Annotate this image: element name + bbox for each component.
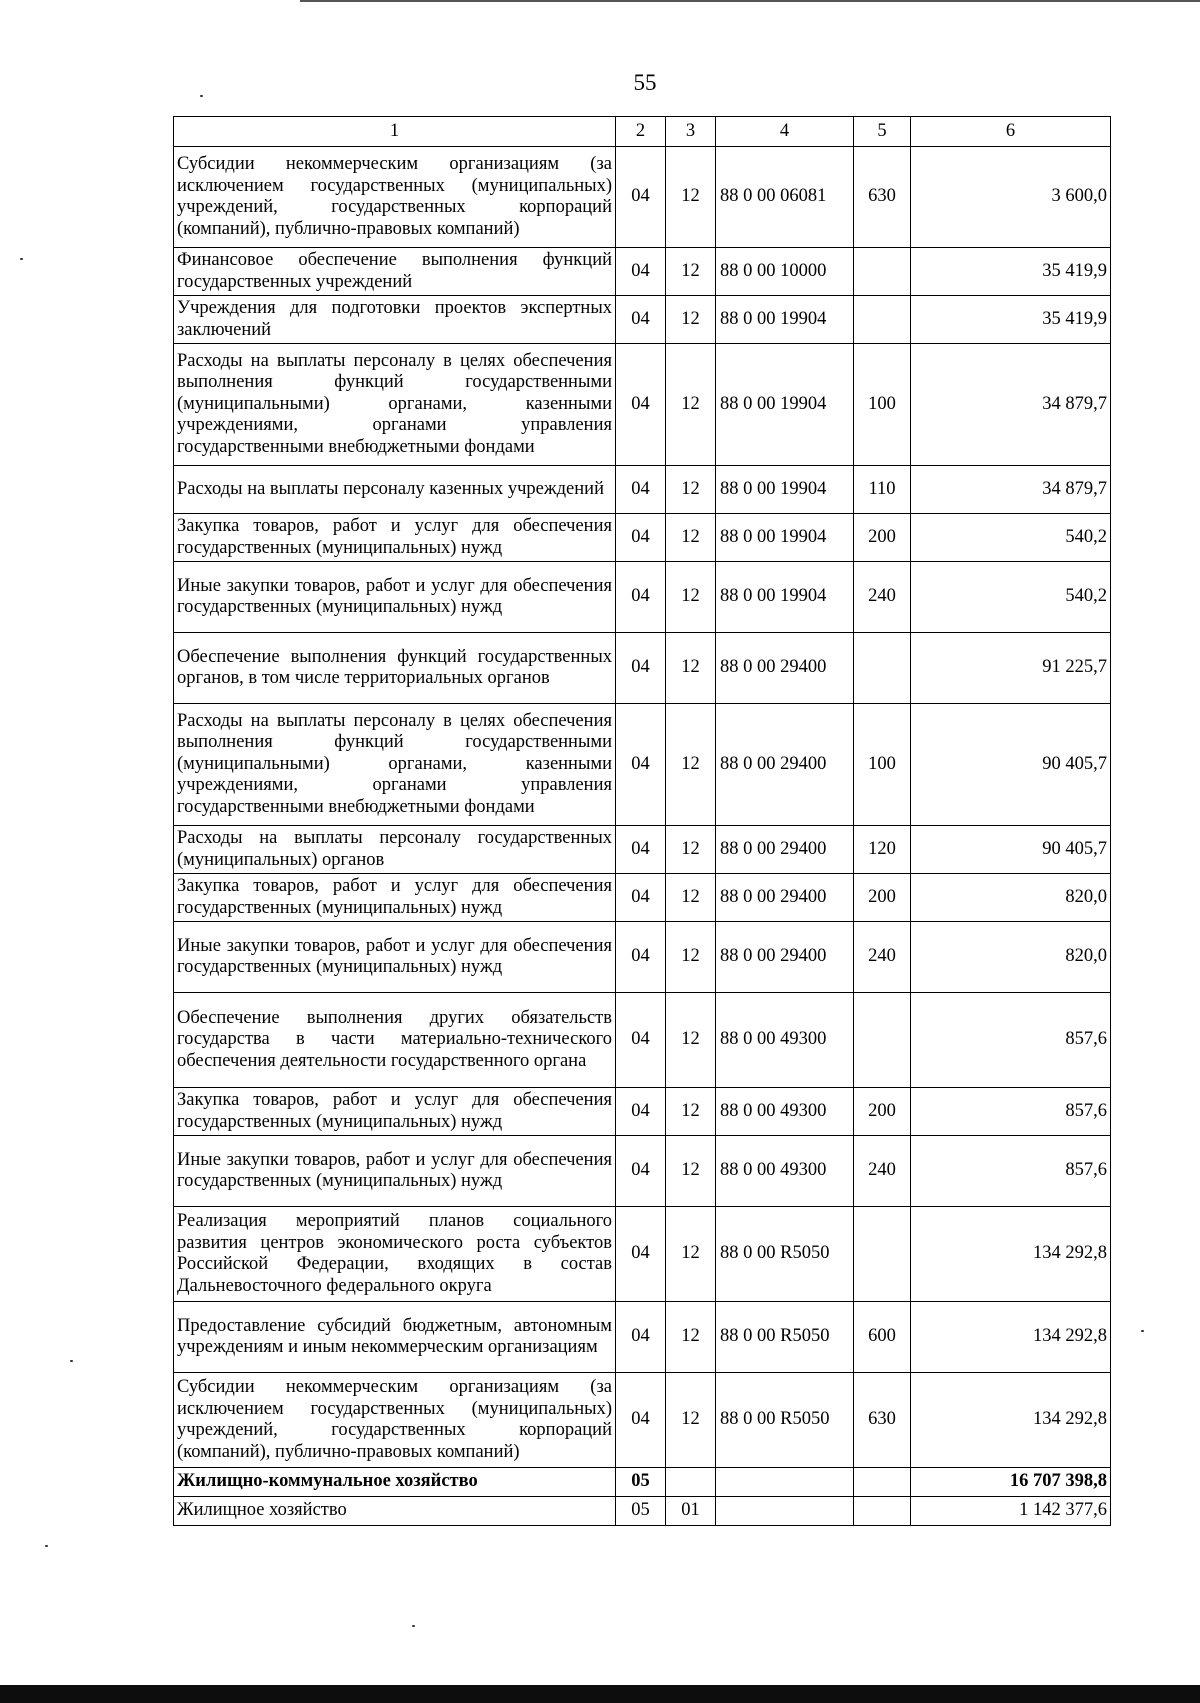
- table-row: [174, 147, 1111, 248]
- table-row: [174, 704, 1111, 826]
- cell-target-article: 88 0 00 49300: [716, 1088, 854, 1136]
- table-row: [174, 514, 1111, 562]
- cell-subsection: 12: [666, 633, 716, 704]
- cell-section: 04: [616, 874, 666, 922]
- table-row: [174, 1302, 1111, 1373]
- scan-edge-top: [300, 0, 1200, 2]
- cell-name: Учреждения для подготовки проектов экспертных заключений: [174, 296, 616, 344]
- table-row: [174, 874, 1111, 922]
- cell-expense-type: [854, 1468, 911, 1497]
- table-row: [174, 296, 1111, 344]
- cell-amount: 90 405,7: [911, 826, 1111, 874]
- cell-amount: 34 879,7: [911, 466, 1111, 514]
- cell-name: Финансовое обеспечение выполнения функций государственных учреждений: [174, 248, 616, 296]
- table-body: [174, 147, 1111, 1526]
- cell-amount: 16 707 398,8: [911, 1468, 1111, 1497]
- cell-expense-type: 240: [854, 1136, 911, 1207]
- cell-target-article: 88 0 00 R5050: [716, 1302, 854, 1373]
- cell-subsection: 12: [666, 704, 716, 826]
- cell-subsection: 12: [666, 466, 716, 514]
- scan-edge-bottom: [0, 1685, 1200, 1703]
- cell-section: 04: [616, 993, 666, 1088]
- cell-target-article: 88 0 00 29400: [716, 874, 854, 922]
- cell-subsection: 12: [666, 248, 716, 296]
- cell-expense-type: 120: [854, 826, 911, 874]
- cell-amount: 540,2: [911, 514, 1111, 562]
- header-col-3: 3: [666, 117, 716, 147]
- cell-target-article: [716, 1497, 854, 1526]
- cell-target-article: 88 0 00 10000: [716, 248, 854, 296]
- cell-target-article: 88 0 00 29400: [716, 826, 854, 874]
- cell-expense-type: [854, 296, 911, 344]
- cell-expense-type: [854, 1207, 911, 1302]
- cell-name: Расходы на выплаты персоналу государственных (муниципальных) органов: [174, 826, 616, 874]
- cell-name: Субсидии некоммерческим организациям (за исключением государственных (муниципальных) учреждений, государственных корпораций (компаний), публично-правовых компаний): [174, 147, 616, 248]
- cell-amount: 134 292,8: [911, 1373, 1111, 1468]
- cell-subsection: 12: [666, 562, 716, 633]
- cell-expense-type: 600: [854, 1302, 911, 1373]
- cell-amount: 540,2: [911, 562, 1111, 633]
- header-row: [174, 117, 1111, 147]
- cell-subsection: 01: [666, 1497, 716, 1526]
- table-row: [174, 1497, 1111, 1526]
- header-col-1: 1: [174, 117, 616, 147]
- table-row: [174, 248, 1111, 296]
- cell-subsection: 12: [666, 826, 716, 874]
- cell-subsection: 12: [666, 344, 716, 466]
- cell-amount: 857,6: [911, 1136, 1111, 1207]
- cell-target-article: 88 0 00 29400: [716, 922, 854, 993]
- cell-target-article: 88 0 00 29400: [716, 704, 854, 826]
- cell-section: 04: [616, 704, 666, 826]
- cell-name: Иные закупки товаров, работ и услуг для обеспечения государственных (муниципальных) нужд: [174, 562, 616, 633]
- table-row: [174, 562, 1111, 633]
- cell-expense-type: [854, 633, 911, 704]
- cell-name: Иные закупки товаров, работ и услуг для обеспечения государственных (муниципальных) нужд: [174, 1136, 616, 1207]
- cell-target-article: 88 0 00 49300: [716, 1136, 854, 1207]
- budget-table: [173, 116, 1111, 1526]
- cell-section: 04: [616, 248, 666, 296]
- cell-expense-type: [854, 1497, 911, 1526]
- cell-section: 04: [616, 1373, 666, 1468]
- table-row: [174, 826, 1111, 874]
- cell-target-article: 88 0 00 29400: [716, 633, 854, 704]
- cell-name: Реализация мероприятий планов социального развития центров экономического роста субъектов Российской Федерации, входящих в состав Дальневосточного федерального округа: [174, 1207, 616, 1302]
- scan-speck: [20, 258, 23, 260]
- table-row: [174, 922, 1111, 993]
- cell-target-article: 88 0 00 19904: [716, 466, 854, 514]
- cell-name: Расходы на выплаты персоналу казенных учреждений: [174, 466, 616, 514]
- cell-subsection: 12: [666, 514, 716, 562]
- cell-section: 04: [616, 147, 666, 248]
- cell-section: 05: [616, 1468, 666, 1497]
- cell-subsection: 12: [666, 1302, 716, 1373]
- table-row: [174, 1136, 1111, 1207]
- cell-name: Жилищное хозяйство: [174, 1497, 616, 1526]
- cell-name: Закупка товаров, работ и услуг для обеспечения государственных (муниципальных) нужд: [174, 1088, 616, 1136]
- cell-target-article: 88 0 00 19904: [716, 562, 854, 633]
- cell-amount: 3 600,0: [911, 147, 1111, 248]
- scan-speck: [70, 1360, 73, 1362]
- cell-target-article: 88 0 00 06081: [716, 147, 854, 248]
- scan-speck: [45, 1545, 48, 1547]
- cell-amount: 820,0: [911, 874, 1111, 922]
- cell-amount: 35 419,9: [911, 296, 1111, 344]
- table-row: [174, 1468, 1111, 1497]
- cell-amount: 91 225,7: [911, 633, 1111, 704]
- cell-expense-type: 630: [854, 1373, 911, 1468]
- cell-name: Расходы на выплаты персоналу в целях обеспечения выполнения функций государственными (муниципальными) органами, казенными учреждениями, органами управления государственными внебюджетными фондами: [174, 704, 616, 826]
- cell-name: Иные закупки товаров, работ и услуг для обеспечения государственных (муниципальных) нужд: [174, 922, 616, 993]
- cell-subsection: 12: [666, 922, 716, 993]
- cell-name: Субсидии некоммерческим организациям (за исключением государственных (муниципальных) учреждений, государственных корпораций (компаний), публично-правовых компаний): [174, 1373, 616, 1468]
- cell-target-article: 88 0 00 19904: [716, 514, 854, 562]
- table-row: [174, 1088, 1111, 1136]
- cell-expense-type: 630: [854, 147, 911, 248]
- cell-expense-type: [854, 248, 911, 296]
- cell-name: Предоставление субсидий бюджетным, автономным учреждениям и иным некоммерческим организациям: [174, 1302, 616, 1373]
- cell-subsection: 12: [666, 1207, 716, 1302]
- cell-expense-type: 240: [854, 922, 911, 993]
- cell-amount: 35 419,9: [911, 248, 1111, 296]
- cell-expense-type: 240: [854, 562, 911, 633]
- cell-expense-type: 200: [854, 874, 911, 922]
- cell-name: Обеспечение выполнения функций государственных органов, в том числе территориальных органов: [174, 633, 616, 704]
- cell-amount: 1 142 377,6: [911, 1497, 1111, 1526]
- cell-amount: 134 292,8: [911, 1207, 1111, 1302]
- cell-expense-type: 200: [854, 1088, 911, 1136]
- cell-section: 04: [616, 514, 666, 562]
- cell-subsection: [666, 1468, 716, 1497]
- table-row: [174, 344, 1111, 466]
- cell-name: Обеспечение выполнения других обязательств государства в части материально-технического обеспечения деятельности государственного органа: [174, 993, 616, 1088]
- table-row: [174, 633, 1111, 704]
- cell-section: 04: [616, 296, 666, 344]
- cell-amount: 857,6: [911, 1088, 1111, 1136]
- cell-section: 04: [616, 466, 666, 514]
- cell-subsection: 12: [666, 1373, 716, 1468]
- cell-amount: 134 292,8: [911, 1302, 1111, 1373]
- cell-subsection: 12: [666, 1088, 716, 1136]
- cell-name: Расходы на выплаты персоналу в целях обеспечения выполнения функций государственными (муниципальными) органами, казенными учреждениями, органами управления государственными внебюджетными фондами: [174, 344, 616, 466]
- cell-subsection: 12: [666, 1136, 716, 1207]
- cell-section: 04: [616, 1088, 666, 1136]
- cell-subsection: 12: [666, 147, 716, 248]
- scan-speck: [200, 95, 203, 97]
- cell-name: Закупка товаров, работ и услуг для обеспечения государственных (муниципальных) нужд: [174, 514, 616, 562]
- table-row: [174, 993, 1111, 1088]
- cell-amount: 34 879,7: [911, 344, 1111, 466]
- cell-target-article: 88 0 00 R5050: [716, 1207, 854, 1302]
- cell-section: 04: [616, 562, 666, 633]
- cell-section: 04: [616, 1302, 666, 1373]
- cell-amount: 90 405,7: [911, 704, 1111, 826]
- cell-section: 04: [616, 633, 666, 704]
- scan-speck: [1141, 1330, 1144, 1332]
- cell-amount: 820,0: [911, 922, 1111, 993]
- table-row: [174, 1373, 1111, 1468]
- cell-target-article: 88 0 00 19904: [716, 344, 854, 466]
- page-number: 55: [633, 70, 657, 95]
- cell-expense-type: 100: [854, 344, 911, 466]
- cell-section: 05: [616, 1497, 666, 1526]
- cell-section: 04: [616, 826, 666, 874]
- cell-section: 04: [616, 1207, 666, 1302]
- header-col-6: 6: [911, 117, 1111, 147]
- cell-expense-type: [854, 993, 911, 1088]
- cell-name: Жилищно-коммунальное хозяйство: [174, 1468, 616, 1497]
- cell-subsection: 12: [666, 874, 716, 922]
- cell-section: 04: [616, 1136, 666, 1207]
- cell-expense-type: 110: [854, 466, 911, 514]
- header-col-5: 5: [854, 117, 911, 147]
- cell-subsection: 12: [666, 993, 716, 1088]
- cell-section: 04: [616, 922, 666, 993]
- cell-target-article: 88 0 00 49300: [716, 993, 854, 1088]
- cell-target-article: [716, 1468, 854, 1497]
- cell-expense-type: 100: [854, 704, 911, 826]
- cell-section: 04: [616, 344, 666, 466]
- cell-target-article: 88 0 00 19904: [716, 296, 854, 344]
- header-col-4: 4: [716, 117, 854, 147]
- table-row: [174, 1207, 1111, 1302]
- cell-target-article: 88 0 00 R5050: [716, 1373, 854, 1468]
- cell-subsection: 12: [666, 296, 716, 344]
- header-col-2: 2: [616, 117, 666, 147]
- cell-expense-type: 200: [854, 514, 911, 562]
- cell-name: Закупка товаров, работ и услуг для обеспечения государственных (муниципальных) нужд: [174, 874, 616, 922]
- cell-amount: 857,6: [911, 993, 1111, 1088]
- table-row: [174, 466, 1111, 514]
- scan-speck: [412, 1625, 415, 1627]
